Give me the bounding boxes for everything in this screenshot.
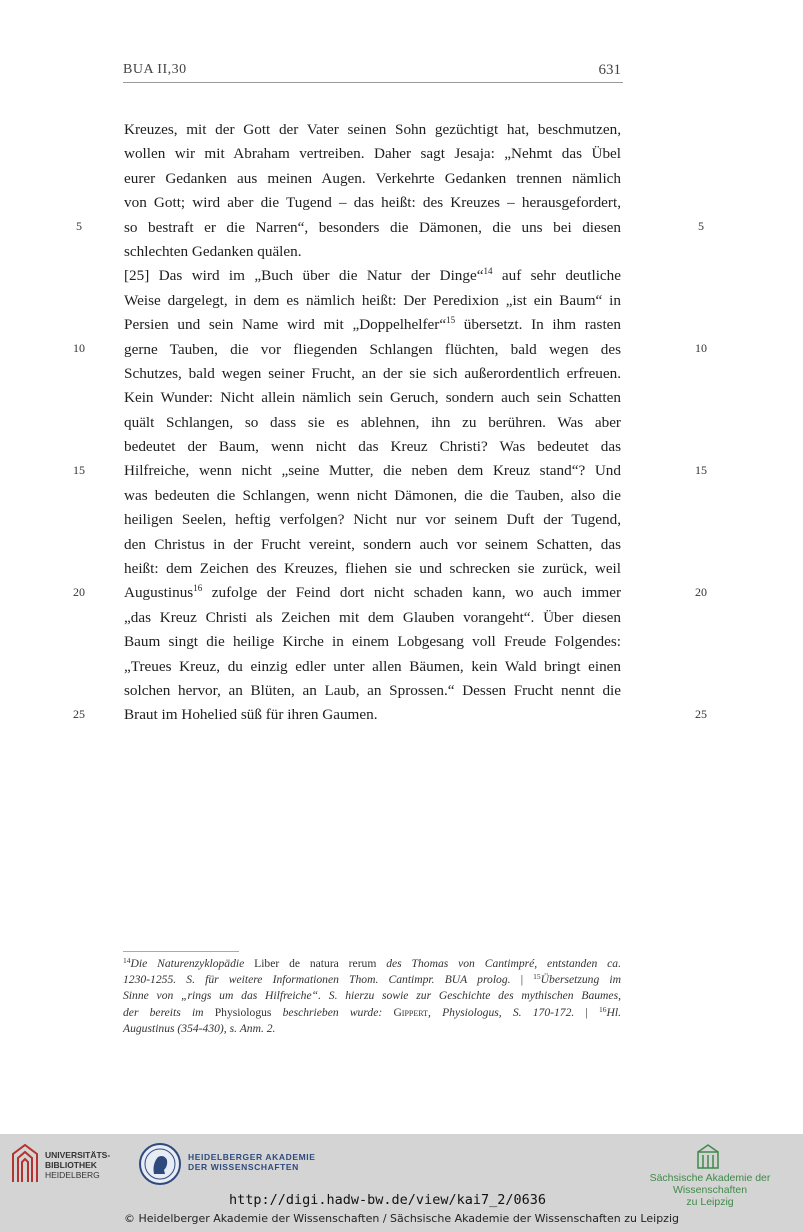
text-line: Hilfreiche, wenn nicht „seine Mutter, die neben dem Kreuz stand“? Und	[124, 462, 621, 480]
text-line: Kreuzes, mit der Gott der Vater seinen Sohn gezüchtigt hat, beschmutzen,	[124, 121, 621, 138]
footnote-text: des Thomas von Cantimpré, entstanden ca.	[386, 957, 621, 970]
line-number-right-20: 20	[695, 585, 707, 599]
text-line: Braut im Hohelied süß für ihren Gaumen.	[124, 706, 378, 724]
text-line	[124, 264, 621, 288]
text-line	[124, 313, 621, 337]
copyright-notice: © Heidelberger Akademie der Wissenschaften / Sächsische Akademie der Wissenschaften zu Leipzig	[123, 1212, 679, 1225]
hadw-label-line: HEIDELBERGER AKADEMIE	[188, 1152, 316, 1162]
footnote-text: , Physiologus, S. 170-172.	[428, 1005, 575, 1019]
ub-label-line: BIBLIOTHEK	[45, 1160, 97, 1170]
ub-label-line: UNIVERSITÄTS-	[45, 1150, 111, 1160]
footnotes	[123, 956, 621, 1037]
footnote-text: Hl.	[606, 1005, 621, 1019]
text-line: „Treues Kreuz, du einzig edler unter allen Bäumen, kein Wald bringt einen	[124, 657, 621, 675]
hadw-seal-icon[interactable]	[138, 1142, 182, 1186]
footnote-separator: |	[585, 1005, 588, 1019]
saw-label-line: zu Leipzig	[686, 1196, 734, 1208]
line-number-right-15: 15	[695, 463, 707, 477]
footnote-text: Sinne von „rings um das Hilfreiche“. S. hierzu sowie zur Geschichte des mythischen Baumes,	[123, 989, 621, 1003]
line-number-right-10: 10	[695, 341, 707, 355]
footnote-marker-15[interactable]: 15	[446, 315, 456, 326]
hadw-label-line: DER WISSENSCHAFTEN	[188, 1162, 299, 1172]
text-line: was bedeuten die Schlangen, wenn nicht Dämonen, die die Tauben, also die	[124, 486, 621, 504]
text-segment: Augustinus	[124, 584, 194, 602]
text-line: „das Kreuz Christi als Zeichen mit dem Glauben vorangeht“. Über diesen	[124, 608, 621, 626]
footnote-separator: |	[520, 973, 524, 987]
line-number-right-5: 5	[698, 219, 704, 233]
text-line: so bestraft er die Narren“, besonders die Dämonen, die uns bei diesen	[124, 218, 621, 236]
footnote-marker-14[interactable]: 14	[483, 266, 493, 277]
text-line: Weise dargelegt, in dem es nämlich heißt: Der Peredixion „ist ein Baum“ in	[124, 291, 621, 309]
footnote-text: 1230-1255. S. für weitere Informationen Thom. Cantimpr. BUA prolog.	[123, 973, 511, 987]
text-line: gerne Tauben, die vor fliegenden Schlangen flüchten, bald wegen des	[124, 340, 621, 358]
footnote-text: Übersetzung im	[540, 973, 621, 987]
text-segment: auf sehr deutliche	[492, 267, 621, 285]
ub-heidelberg-label	[45, 1150, 110, 1180]
footnote-text: der bereits im	[123, 1005, 204, 1019]
footnote-line	[123, 956, 621, 972]
footnote-text: Augustinus (354-430), s. Anm. 2.	[123, 1021, 276, 1035]
text-line: heißt: dem Zeichen des Kreuzes, fliehen sie und schrecken sie zurück, weil	[124, 560, 621, 578]
text-segment: Persien und sein Name wird mit „Doppelhelfer“	[124, 316, 447, 334]
ub-heidelberg-logo-icon[interactable]	[10, 1142, 40, 1186]
line-number-right-25: 25	[695, 707, 707, 721]
footnote-title: Physiologus	[214, 1005, 272, 1019]
footnote-line	[123, 988, 621, 1004]
line-number-left-5: 5	[76, 219, 82, 233]
text-line: von Gott; wird aber die Tugend – das heißt: des Kreuzes – herausgefordert,	[124, 194, 621, 212]
line-number-left-20: 20	[73, 585, 85, 599]
text-line	[124, 581, 621, 605]
footnote-marker-16[interactable]: 16	[193, 583, 203, 594]
footnote-text: Die Naturenzyklopädie	[130, 957, 245, 970]
text-line: wollen wir mit Abraham vertreiben. Daher sagt Jesaja: „Nehmt das Übel	[124, 145, 621, 163]
line-number-left-25: 25	[73, 707, 85, 721]
text-line: schlechten Gedanken quälen.	[124, 242, 302, 260]
footnote-line	[123, 1021, 621, 1037]
footnote-number: 16	[598, 1004, 607, 1014]
saw-leipzig-logo-icon[interactable]	[695, 1142, 721, 1170]
footnote-number: 14	[123, 956, 131, 965]
text-line: den Christus in der Frucht vereint, sondern auch vor seinem Schatten, das	[124, 535, 621, 553]
text-line: Schutzes, bald wegen seiner Frucht, an der sie sich außerordentlich erfreuen.	[124, 364, 621, 382]
text-segment: [25] Das wird im „Buch über die Natur der Dinge“	[124, 267, 484, 285]
footnote-divider	[123, 951, 239, 952]
footnote-author: Gippert	[393, 1005, 429, 1019]
line-number-left-15: 15	[73, 463, 85, 477]
footnote-line	[123, 1005, 621, 1021]
page-number: 631	[598, 62, 621, 78]
saw-label-line: Sächsische Akademie der Wissenschaften	[649, 1172, 771, 1196]
footnote-text: beschrieben wurde:	[282, 1005, 383, 1019]
permalink-url[interactable]: http://digi.hadw-bw.de/view/kai7_2/0636	[229, 1192, 546, 1208]
hadw-label	[188, 1152, 316, 1172]
text-segment: übersetzt. In ihm rasten	[455, 316, 622, 334]
ub-label-line: HEIDELBERG	[45, 1170, 100, 1180]
running-header	[123, 60, 623, 83]
footer-banner	[0, 1134, 803, 1232]
line-number-left-10: 10	[73, 341, 85, 355]
main-text	[124, 118, 621, 728]
footnote-line	[123, 972, 621, 988]
text-line: quält Schlangen, so dass sie es ablehnen, ihn zu berühren. Was aber	[124, 413, 621, 431]
text-line: solchen hervor, an Blüten, an Laub, an Sprossen.“ Dessen Frucht nennt die	[124, 681, 621, 699]
footnote-title: Liber de natura rerum	[254, 957, 377, 970]
footnote-number: 15	[533, 972, 541, 982]
text-line: Kein Wunder: Nicht allein nämlich sein Geruch, sondern auch sein Schatten	[124, 389, 621, 407]
running-title: BUA II,30	[123, 62, 187, 77]
text-line: Baum singt die heilige Kirche in einem Lobgesang voll Freude Folgendes:	[124, 633, 621, 651]
text-line: bedeutet der Baum, wenn nicht das Kreuz Christi? Was bedeutet das	[124, 438, 621, 456]
text-line: heiligen Seelen, heftig verfolgen? Nicht nur vor seinem Duft der Tugend,	[124, 511, 621, 529]
text-segment: zufolge der Feind dort nicht schaden kann, wo auch immer	[202, 584, 621, 602]
text-line: eurer Gedanken aus meinen Augen. Verkehrte Gedanken trennen nämlich	[124, 169, 621, 187]
